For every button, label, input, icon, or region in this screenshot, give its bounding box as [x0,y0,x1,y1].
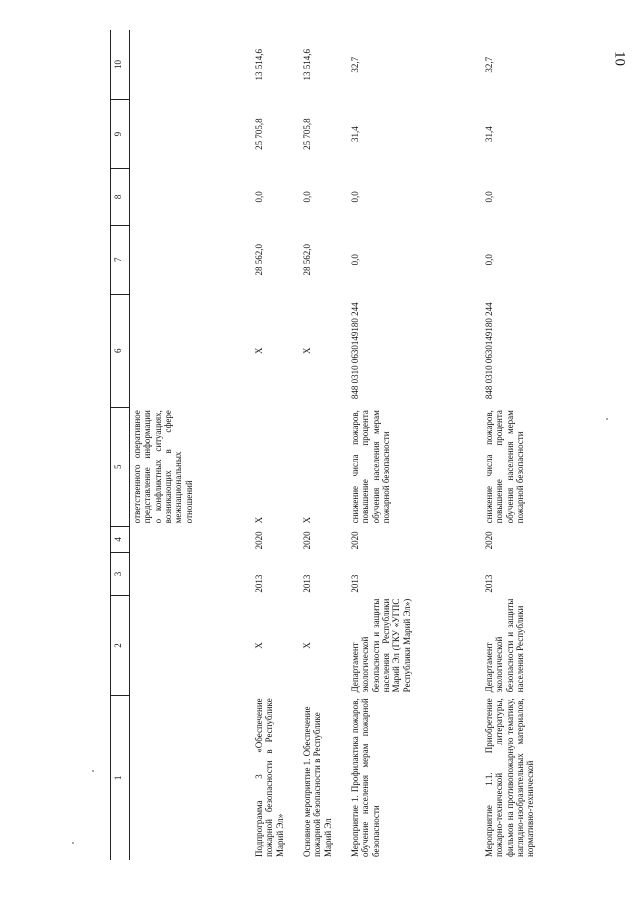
column-header: 3 [111,552,130,595]
table-row [300,30,348,860]
column-header: 1 [111,695,130,860]
cell-v9: 25 705,8 [254,118,264,150]
table-row [130,30,253,860]
cell-end: 2020 [254,531,264,550]
cell-v8: 0,0 [302,191,312,203]
cell-v10: 13 514,6 [302,48,312,81]
table-row [482,30,626,860]
cell-kbk: 848 0310 0630149180 244 [350,302,360,400]
scan-speck [92,770,94,772]
cell-v7: 28 562,0 [254,244,264,276]
column-header: 5 [111,407,130,526]
column-header: 8 [111,169,130,225]
cell-result: снижение числа пожаров, повышение процента обучения населения мерам пожарной безопасности [350,410,392,524]
cell-executor: X [254,642,264,649]
cell-result: снижение числа пожаров, повышение процента обучения населения мерам пожарной безопасности [484,410,526,524]
column-header: 6 [111,294,130,407]
budget-table-rotated [110,30,640,860]
cell-v7: 28 562,0 [302,244,312,276]
cell-result: ответственного оперативное представление информации о конфликтных ситуациях, возникающих в сфере межнациональных отношений [132,410,194,524]
cell-v7: 0,0 [484,254,494,266]
cell-v10 [130,30,253,99]
cell-v7 [130,225,253,294]
cell-end: 2020 [484,531,494,550]
cell-executor: Департамент экологической безопасности и защиты населения Республики Марий Эл (ГКУ «УГПС Республики Марий Эл») [350,598,412,693]
table-row [348,30,482,860]
cell-kbk: X [254,347,264,355]
table-row [252,30,300,860]
cell-name [130,695,253,860]
column-header: 2 [111,596,130,696]
cell-name: Мероприятие 1. Профилактика пожаров, обучение населения мерам пожарной безопасности [350,698,381,857]
cell-v9: 31,4 [350,126,360,142]
column-header: 7 [111,225,130,294]
cell-v9: 31,4 [484,126,494,142]
cell-v9 [130,99,253,168]
cell-kbk: X [302,347,312,355]
cell-kbk: 848 0310 0630149180 244 [484,302,494,400]
column-header: 9 [111,99,130,168]
cell-v10: 32,7 [350,56,360,73]
scan-speck [606,418,608,420]
scan-speck [72,842,74,844]
cell-v10: 32,7 [484,56,494,73]
column-header: 10 [111,30,130,99]
cell-start: 2013 [254,574,264,593]
cell-result: X [302,516,312,524]
cell-v9: 25 705,8 [302,118,312,150]
cell-start: 2013 [350,574,360,593]
column-header: 4 [111,526,130,552]
cell-executor: Департамент экологической безопасности и защиты населения Республики [484,598,526,693]
cell-kbk [130,294,253,407]
cell-end: 2020 [302,531,312,550]
page-number: 10 [611,51,628,66]
column-number-row [111,30,130,860]
cell-end [130,526,253,552]
cell-executor: X [302,642,312,649]
cell-name: Мероприятие 1.1. Приобретение пожарно-технической литературы, фильмов на противопожарную тематику, наглядно-изобразительных материалов, нормативно-технической [484,698,536,857]
budget-table [110,30,626,860]
cell-start: 2013 [484,574,494,593]
cell-v8 [130,169,253,225]
cell-v8: 0,0 [350,191,360,203]
cell-v8: 0,0 [484,191,494,203]
cell-name: Подпрограмма 3 «Обеспечение пожарной безопасности в Республике Марий Эл» [254,698,285,857]
cell-v7: 0,0 [350,254,360,266]
cell-end: 2020 [350,531,360,550]
cell-v10: 13 514,6 [254,48,264,81]
cell-result: X [254,516,264,524]
cell-start: 2013 [302,574,312,593]
cell-name: Основное мероприятие 1. Обеспечение пожарной безопасности в Республике Марий Эл [302,706,333,857]
cell-executor [130,596,253,696]
cell-start [130,552,253,595]
cell-v8: 0,0 [254,191,264,203]
